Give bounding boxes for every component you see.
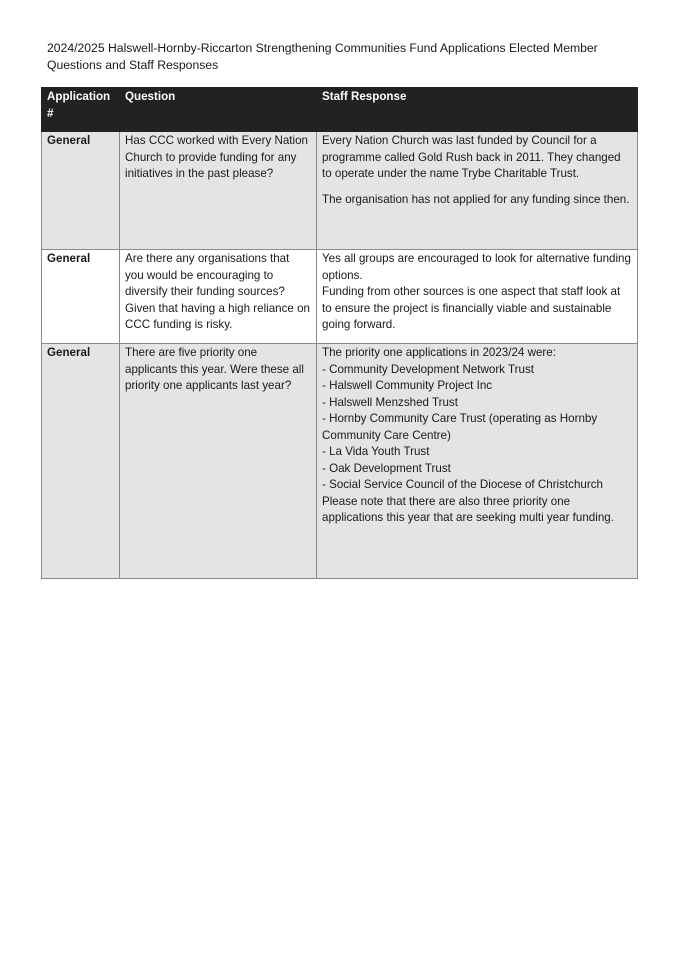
list-item: - Hornby Community Care Trust (operating as Hornby Community Care Centre) [322, 412, 598, 442]
table-row [42, 344, 638, 579]
table-row [42, 132, 638, 250]
list-item: - Halswell Menzshed Trust [322, 395, 458, 409]
list-item: - Social Service Council of the Diocese of Christchurch [322, 478, 603, 491]
header-staff-response: Staff Response [317, 88, 638, 132]
question-cell: Are there any organisations that you would be encouraging to diversify their funding sources? Given that having a high reliance on CCC funding is risky. [120, 250, 317, 344]
question-cell: There are five priority one applicants this year. Were these all priority one applicants last year? [120, 344, 317, 579]
header-question: Question [120, 88, 317, 132]
priority-list [322, 362, 632, 494]
response-paragraph: The organisation has not applied for any funding since then. [322, 192, 630, 206]
question-cell: Has CCC worked with Every Nation Church to provide funding for any initiatives in the past please? [120, 132, 317, 250]
application-cell: General [42, 132, 120, 250]
response-intro: The priority one applications in 2023/24 were: [322, 346, 556, 359]
response-note: Please note that there are also three priority one applications this year that are seeking multi year funding. [322, 494, 614, 524]
list-item: - Halswell Community Project Inc [322, 379, 493, 392]
list-item: - La Vida Youth Trust [322, 445, 430, 458]
response-cell [317, 344, 638, 579]
response-cell [317, 132, 638, 250]
document-title: 2024/2025 Halswell-Hornby-Riccarton Strengthening Communities Fund Applications Elected Member Questions and Staff Responses [47, 41, 598, 72]
response-paragraph: Every Nation Church was last funded by Council for a programme called Gold Rush back in 2011. They changed to operate under the name Trybe Charitable Trust. [322, 134, 621, 180]
questions-table [41, 87, 638, 579]
application-cell: General [42, 250, 120, 344]
list-item: - Oak Development Trust [322, 461, 451, 475]
table-row [42, 250, 638, 344]
response-line: Funding from other sources is one aspect that staff look at to ensure the project is financially viable and sustainable going forward. [322, 285, 621, 331]
table-header-row [42, 88, 638, 132]
response-cell [317, 250, 638, 344]
response-line: Yes all groups are encouraged to look for alternative funding options. [322, 252, 631, 282]
application-cell: General [42, 344, 120, 579]
header-application: Application # [42, 88, 120, 132]
list-item: - Community Development Network Trust [322, 362, 534, 376]
